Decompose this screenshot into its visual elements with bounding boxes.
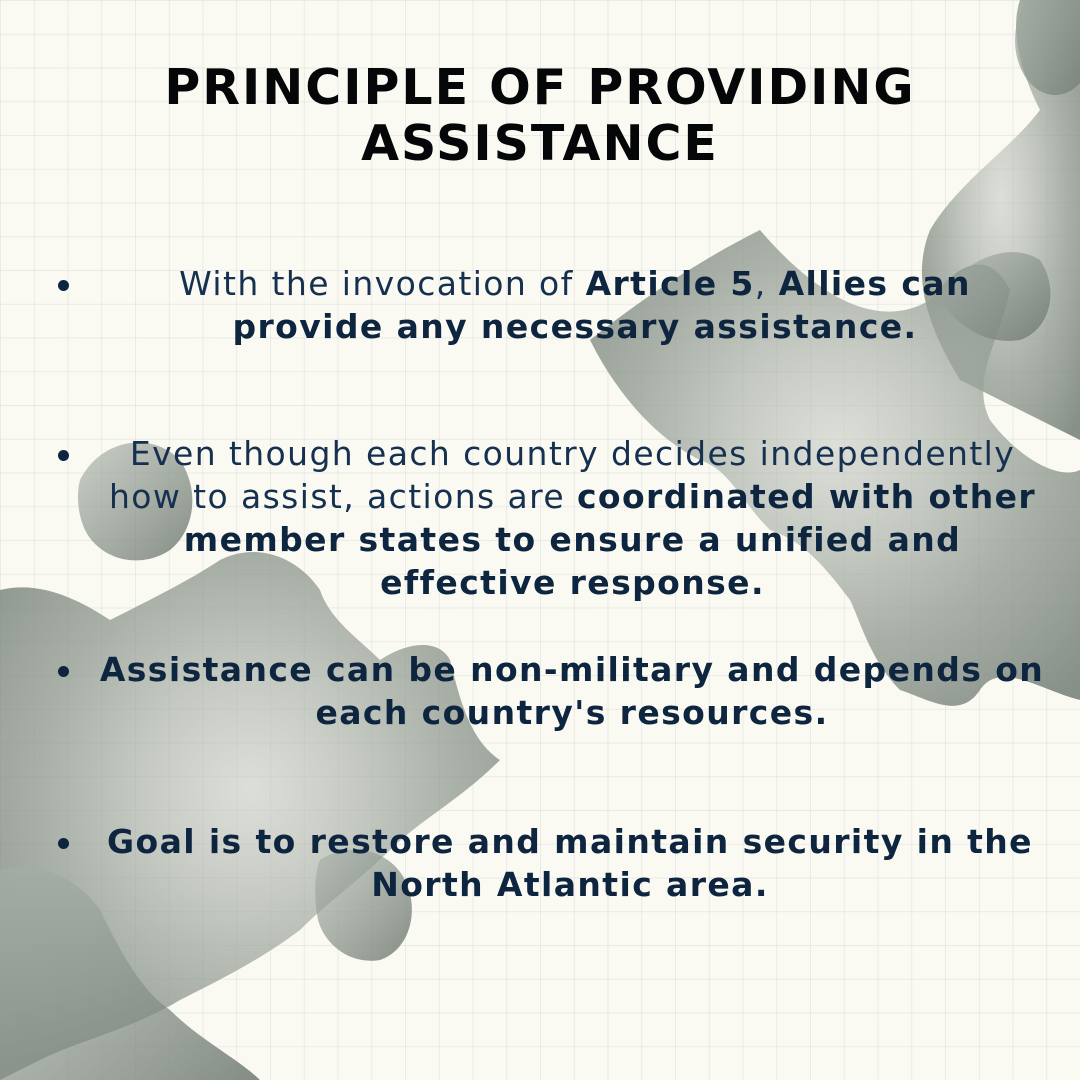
bullet-dot (56, 278, 72, 294)
bullet-dot (56, 664, 72, 680)
bullet-text-1 (110, 262, 1040, 348)
title-line-1: PRINCIPLE OF PROVIDING (164, 59, 916, 116)
bullet-1-bold-2: Allies can provide any necessary assistance. (232, 264, 971, 346)
title-line-2: ASSISTANCE (361, 115, 719, 172)
bullet-1-bold-1: Article 5 (585, 264, 755, 303)
bullet-2-plain: Even though each country decides independently how to assist, actions are (108, 434, 1016, 516)
bullet-dot (56, 836, 72, 852)
bullet-text-2 (100, 432, 1045, 604)
bullet-dot (56, 448, 72, 464)
bullet-4-bold: Goal is to restore and maintain security in the North Atlantic area. (107, 822, 1033, 904)
bullet-text-4 (105, 820, 1035, 906)
bullet-3-bold: Assistance can be non-military and depends on each country's resources. (99, 650, 1045, 732)
bullet-1-plain-1: With the invocation of (179, 264, 586, 303)
bullet-2-bold: coordinated with other member states to ensure a unified and effective response. (183, 477, 1037, 602)
page-title (0, 60, 1080, 172)
bullet-text-3 (92, 648, 1052, 734)
bullet-1-plain-2: , (754, 264, 779, 303)
